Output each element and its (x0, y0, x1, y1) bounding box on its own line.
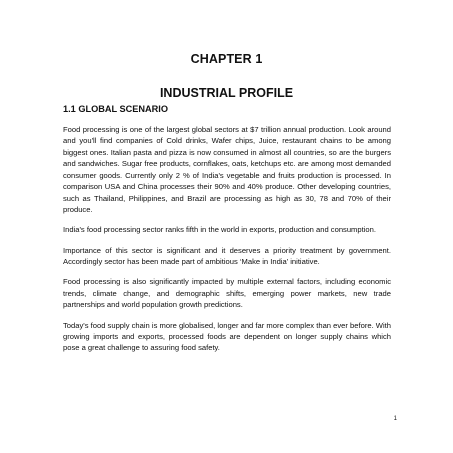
page-number: 1 (393, 416, 397, 422)
section-heading: 1.1 GLOBAL SCENARIO (63, 104, 168, 114)
paragraph-3: Importance of this sector is significant and it deserves a priority treatment by government. Accordingly sector has been made part of ambitious ‘Make in India’ initiative. (63, 245, 391, 267)
paragraph-4: Food processing is also significantly impacted by multiple external factors, including economic trends, climate change, and demographic shifts, emerging power markets, new trade partnerships and world population growth predictions. (63, 277, 391, 310)
chapter-title: CHAPTER 1 (190, 52, 263, 66)
paragraph-1: Food processing is one of the largest global sectors at $7 trillion annual production. Look around and you'll find companies of Cold drinks, Wafer chips, Juice, restaurant chains to be among biggest ones. Italian pasta and pizza is now consumed in almost all countries, so are the burgers and sandwiches. Sugar free products, cornflakes, oats, ketchups etc. are among most demanded consumer goods. Currently only 2 % of India's vegetable and fruits production is processed. In comparison USA and China processes their 90% and 40% produce. Other developing countries, such as Thailand, Philippines, and Brazil are processing as high as 30, 78 and 70% of their produce. (63, 125, 391, 215)
paragraph-2: India's food processing sector ranks fifth in the world in exports, production and consumption. (63, 225, 376, 235)
chapter-subtitle: INDUSTRIAL PROFILE (159, 86, 294, 100)
body-text (63, 124, 391, 363)
paragraph-5: Today's food supply chain is more globalised, longer and far more complex than ever before. With growing imports and exports, processed foods are dependent on longer supply chains which pose a great challenge to assuring food safety. (63, 320, 391, 353)
